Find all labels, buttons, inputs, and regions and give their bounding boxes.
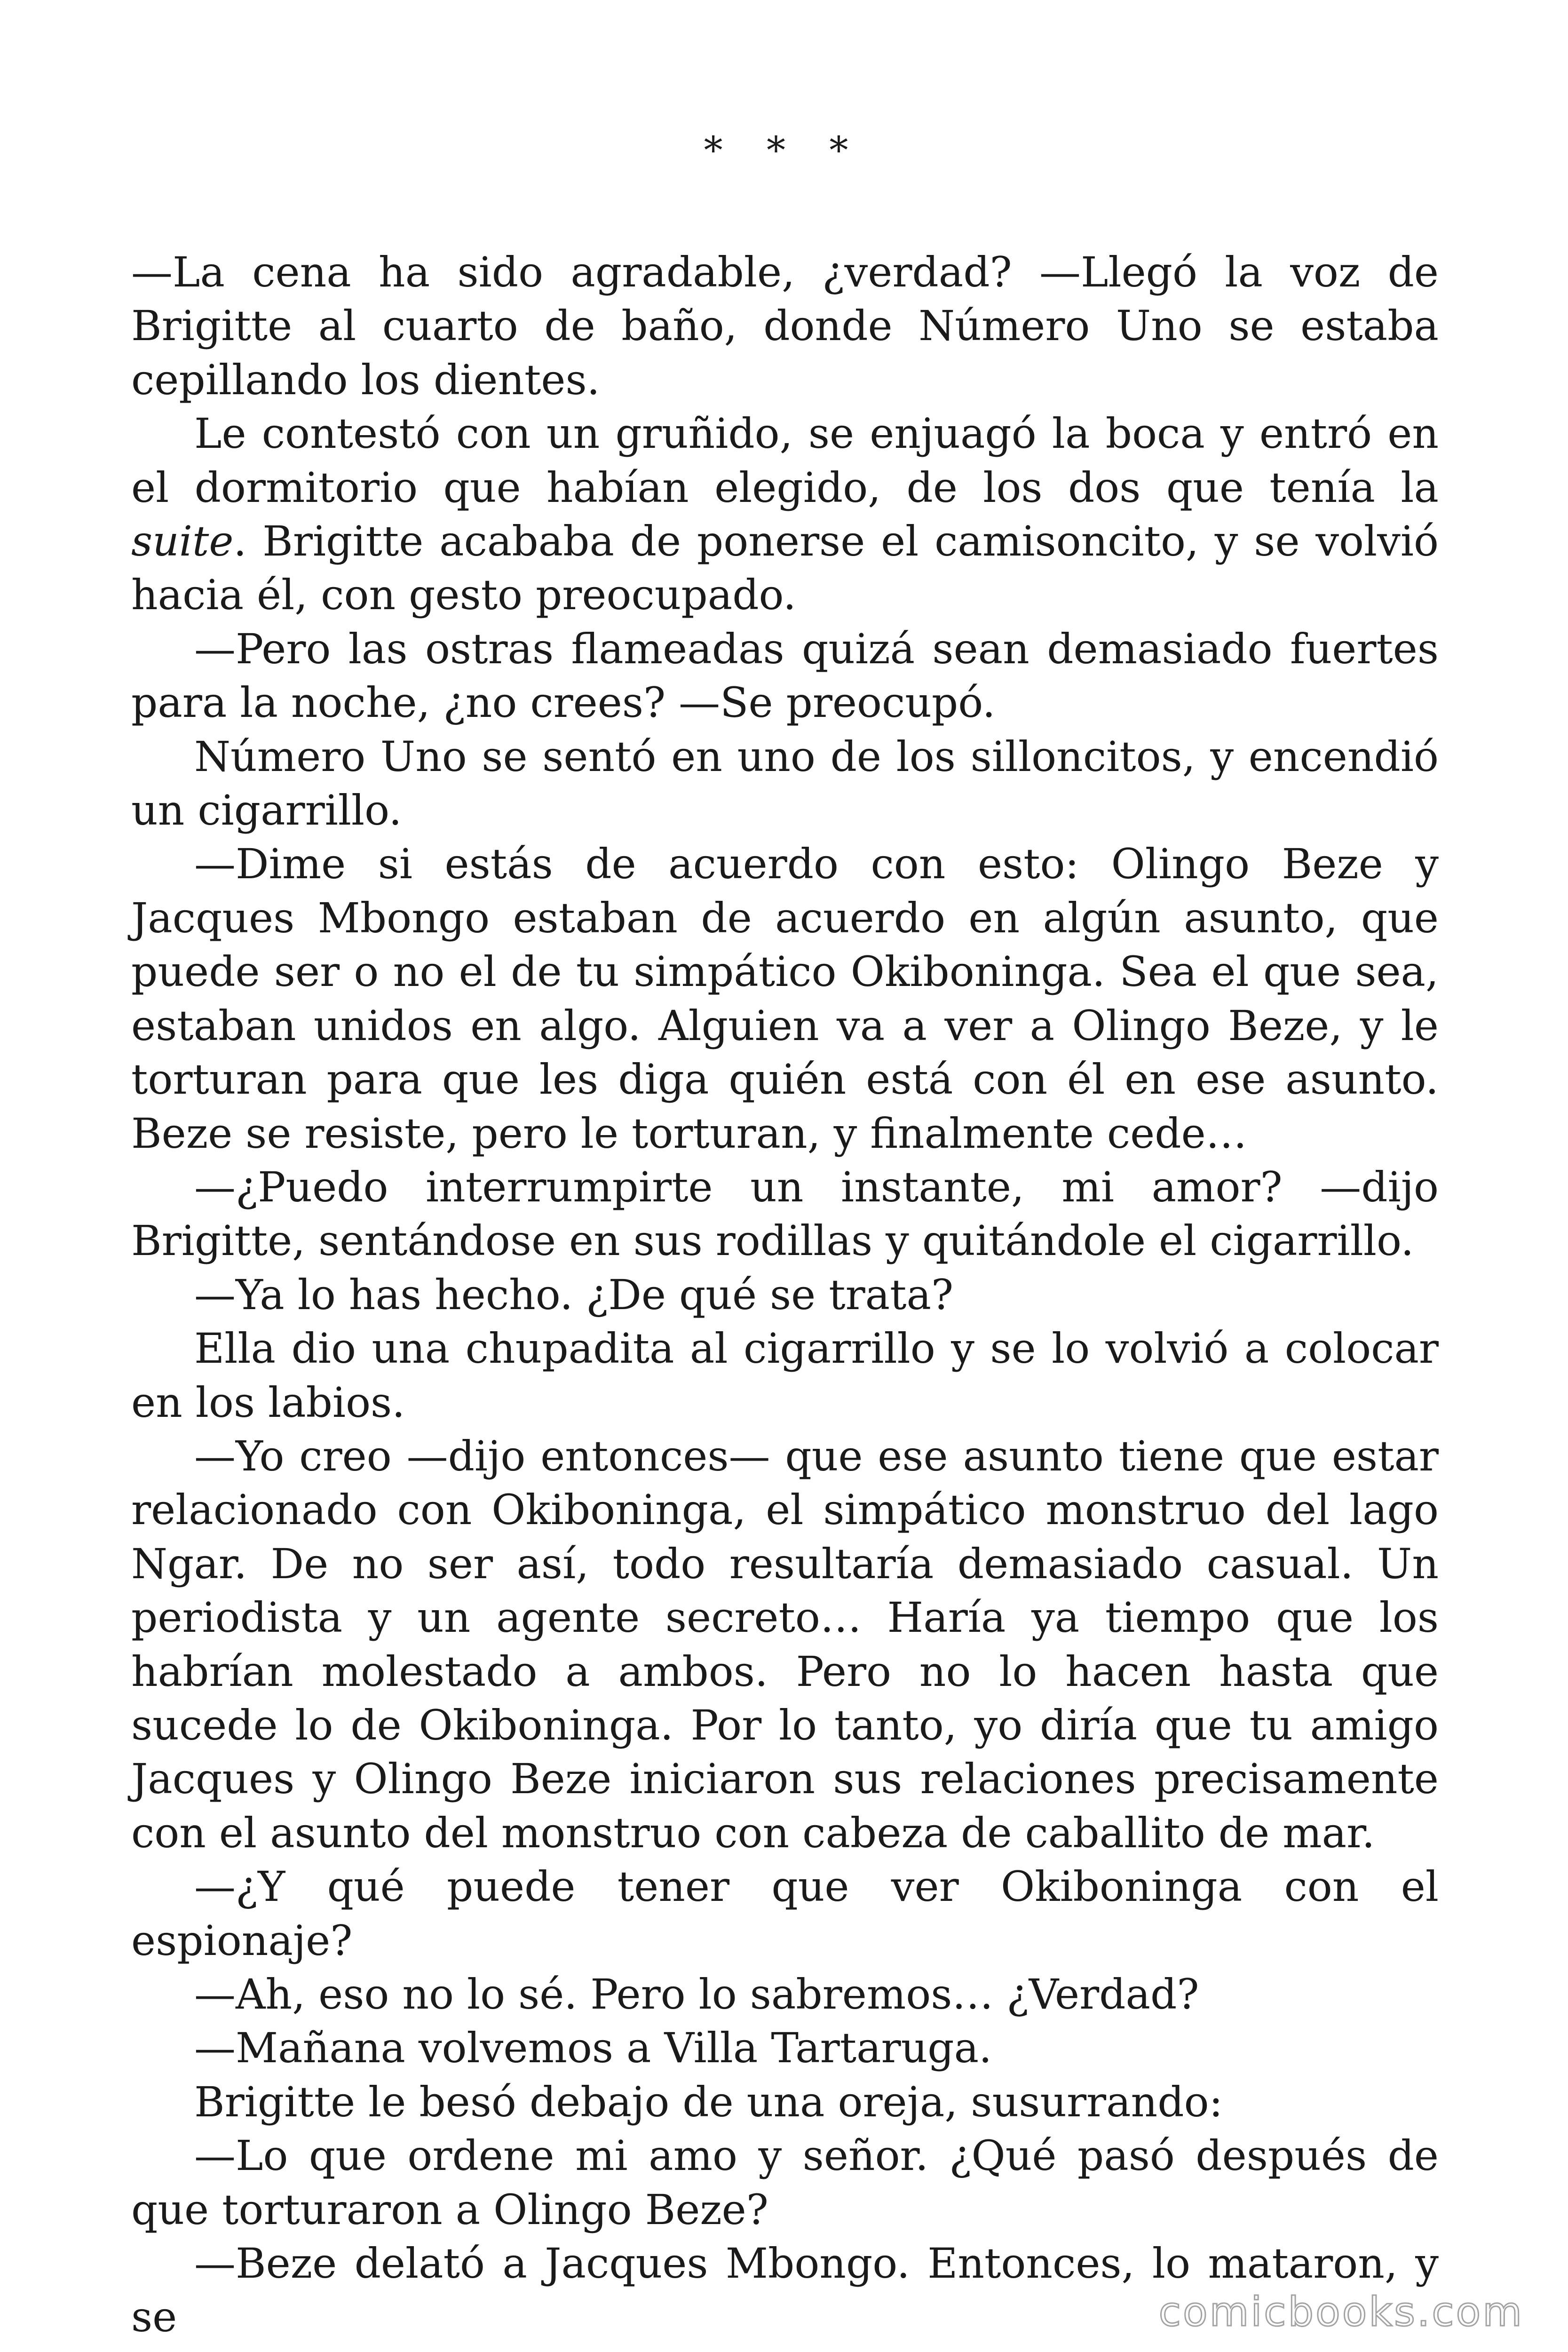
paragraph-text: Le contestó con un gruñido, se enjuagó la boca y entró en el dormitorio que habían elegido, de los dos que tenía la <box>131 409 1439 512</box>
paragraph: —Lo que ordene mi amo y señor. ¿Qué pasó después de que torturaron a Olingo Beze? <box>131 2131 1439 2234</box>
paragraph: —Ya lo has hecho. ¿De qué se trata? <box>194 1270 954 1319</box>
paragraph: —Mañana volvemos a Villa Tartaruga. <box>194 2024 992 2073</box>
paragraph: Brigitte le besó debajo de una oreja, susurrando: <box>194 2077 1223 2126</box>
paragraph: Ella dio una chupadita al cigarrillo y se lo volvió a colocar en los labios. <box>131 1324 1439 1427</box>
paragraph-text: . Brigitte acababa de ponerse el camisoncito, y se volvió hacia él, con gesto preocupado. <box>131 517 1439 620</box>
paragraph: —Dime si estás de acuerdo con esto: Olingo Beze y Jacques Mbongo estaban de acuerdo en algún asunto, que puede ser o no el de tu simpático Okiboninga. Sea el que sea, estaban unidos en algo. Alguien va a ver a Olingo Beze, y le torturan para que les diga quién está con él en ese asunto. Beze se resiste, pero le torturan, y finalmente cede… <box>131 840 1439 1158</box>
italic-word: suite <box>131 517 234 566</box>
paragraph: —La cena ha sido agradable, ¿verdad? —Llegó la voz de Brigitte al cuarto de baño, donde Número Uno se estaba cepillando los dientes. <box>131 248 1439 404</box>
section-break: * * * <box>704 128 864 172</box>
body-text <box>131 246 1439 2344</box>
paragraph: —¿Y qué puede tener que ver Okiboninga con el espionaje? <box>131 1862 1439 1965</box>
watermark: comicbooks.com <box>1158 2288 1524 2336</box>
paragraph: —Ah, eso no lo sé. Pero lo sabremos… ¿Verdad? <box>194 1970 1199 2018</box>
paragraph: Número Uno se sentó en uno de los silloncitos, y encendió un cigarrillo. <box>131 732 1439 835</box>
paragraph: —Pero las ostras flameadas quizá sean demasiado fuertes para la noche, ¿no crees? —Se preocupó. <box>131 624 1439 727</box>
paragraph: —Beze delató a Jacques Mbongo. Entonces, lo mataron, y se <box>131 2239 1439 2342</box>
paragraph: —¿Puedo interrumpirte un instante, mi amor? —dijo Brigitte, sentándose en sus rodillas y quitándole el cigarrillo. <box>131 1162 1439 1265</box>
paragraph <box>131 407 1439 622</box>
paragraph: —Yo creo —dijo entonces— que ese asunto tiene que estar relacionado con Okiboninga, el simpático monstruo del lago Ngar. De no ser así, todo resultaría demasiado casual. Un periodista y un agente secreto… Haría ya tiempo que los habrían molestado a ambos. Pero no lo hacen hasta que sucede lo de Okiboninga. Por lo tanto, yo diría que tu amigo Jacques y Olingo Beze iniciaron sus relaciones precisamente con el asunto del monstruo con cabeza de caballito de mar. <box>131 1431 1439 1857</box>
